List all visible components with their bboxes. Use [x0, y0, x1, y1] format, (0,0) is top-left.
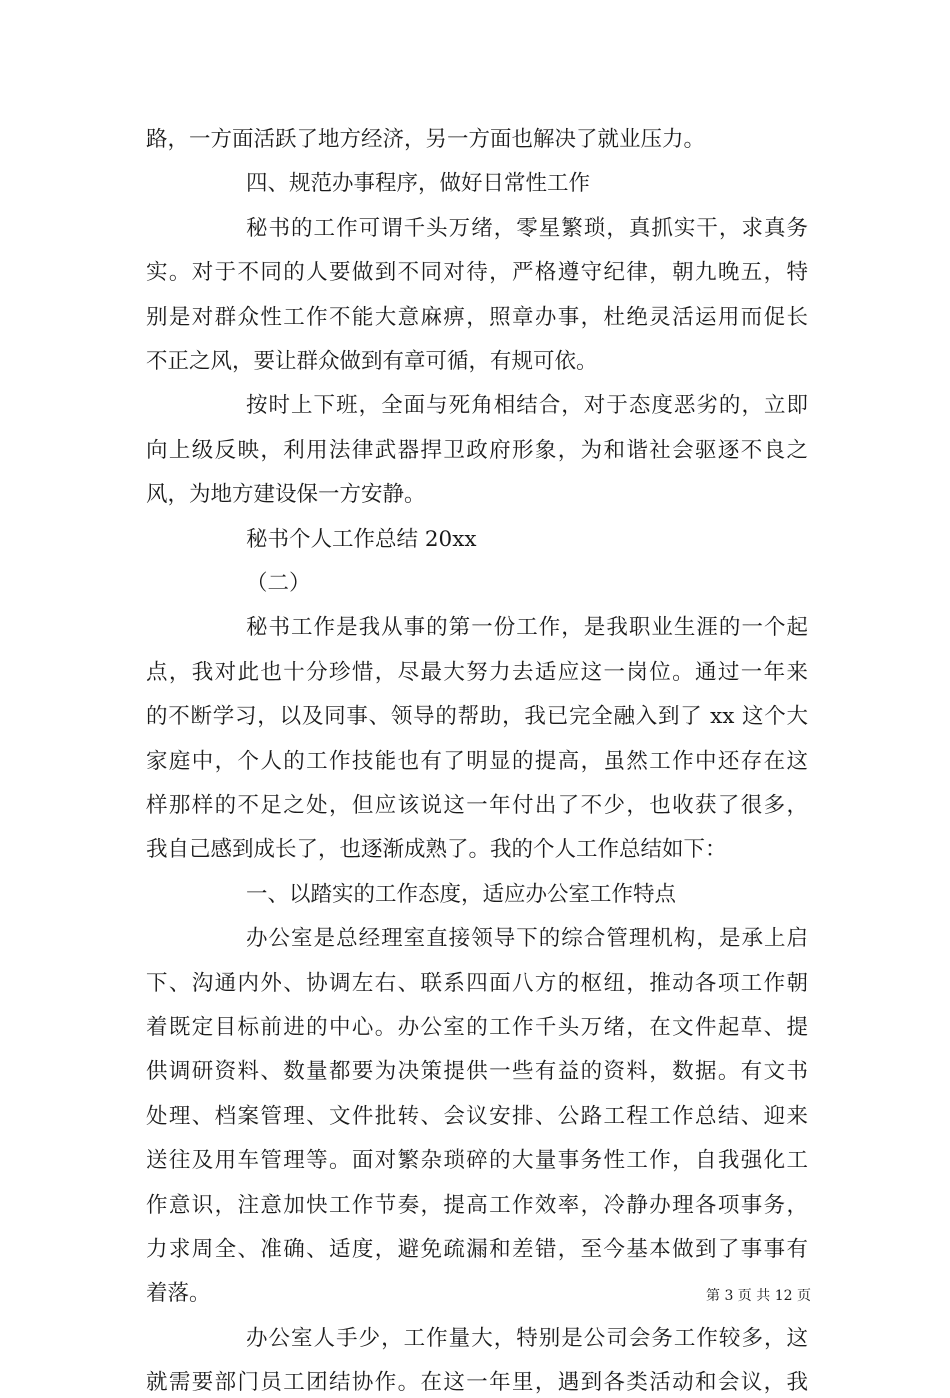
text-line: 路，一方面活跃了地方经济，另一方面也解决了就业压力。 — [146, 127, 706, 152]
text-line: 下、沟通内外、协调左右、联系四面八方的枢纽，推动各项工作朝 — [146, 970, 808, 996]
text-line: 别是对群众性工作不能大意麻痹，照章办事，杜绝灵活运用而促长 — [146, 304, 808, 330]
page-number: 第 3 页 共 12 页 — [706, 1288, 811, 1304]
text-line: 着既定目标前进的中心。办公室的工作千头万绪，在文件起草、提 — [146, 1015, 808, 1040]
text-line: 的不断学习，以及同事、领导的帮助，我已完全融入到了 xx 这个大 — [146, 704, 808, 730]
text-line: 送往及用车管理等。面对繁杂琐碎的大量事务性工作，自我强化工 — [146, 1148, 808, 1174]
text-line: 一、以踏实的工作态度，适应办公室工作特点 — [246, 881, 677, 907]
text-line: 秘书工作是我从事的第一份工作，是我职业生涯的一个起 — [246, 615, 808, 641]
text-line: 着落。 — [146, 1281, 211, 1307]
text-line: 样那样的不足之处，但应该说这一年付出了不少，也收获了很多， — [146, 793, 808, 818]
text-line: 就需要部门员工团结协作。在这一年里，遇到各类活动和会议，我 — [146, 1370, 808, 1396]
text-line: 实。对于不同的人要做到不同对待，严格遵守纪律，朝九晚五，特 — [146, 260, 808, 286]
text-line: 不正之风，要让群众做到有章可循，有规可依。 — [146, 349, 598, 374]
text-line: 我自己感到成长了，也逐渐成熟了。我的个人工作总结如下： — [146, 837, 727, 863]
text-line: 四、规范办事程序，做好日常性工作 — [246, 171, 591, 197]
text-line: 办公室人手少，工作量大，特别是公司会务工作较多，这 — [246, 1325, 808, 1351]
text-line: 办公室是总经理室直接领导下的综合管理机构，是承上启 — [246, 926, 808, 952]
text-line: 按时上下班，全面与死角相结合，对于态度恶劣的，立即 — [246, 393, 808, 419]
text-line: （二） — [246, 571, 311, 596]
text-line: 点，我对此也十分珍惜，尽最大努力去适应这一岗位。通过一年来 — [146, 659, 808, 685]
text-line: 力求周全、准确、适度，避免疏漏和差错，至今基本做到了事事有 — [146, 1237, 808, 1262]
text-line: 秘书个人工作总结 20xx — [246, 526, 477, 552]
text-line: 作意识，注意加快工作节奏，提高工作效率，冷静办理各项事务， — [146, 1192, 808, 1218]
text-line: 秘书的工作可谓千头万绪，零星繁琐，真抓实干，求真务 — [246, 215, 808, 241]
text-line: 供调研资料、数量都要为决策提供一些有益的资料，数据。有文书 — [146, 1059, 808, 1085]
text-line: 向上级反映，利用法律武器捍卫政府形象，为和谐社会驱逐不良之 — [146, 437, 808, 463]
text-line: 风，为地方建设保一方安静。 — [146, 482, 426, 508]
text-line: 家庭中，个人的工作技能也有了明显的提高，虽然工作中还存在这 — [146, 748, 808, 774]
text-line: 处理、档案管理、文件批转、会议安排、公路工程工作总结、迎来 — [146, 1103, 808, 1129]
